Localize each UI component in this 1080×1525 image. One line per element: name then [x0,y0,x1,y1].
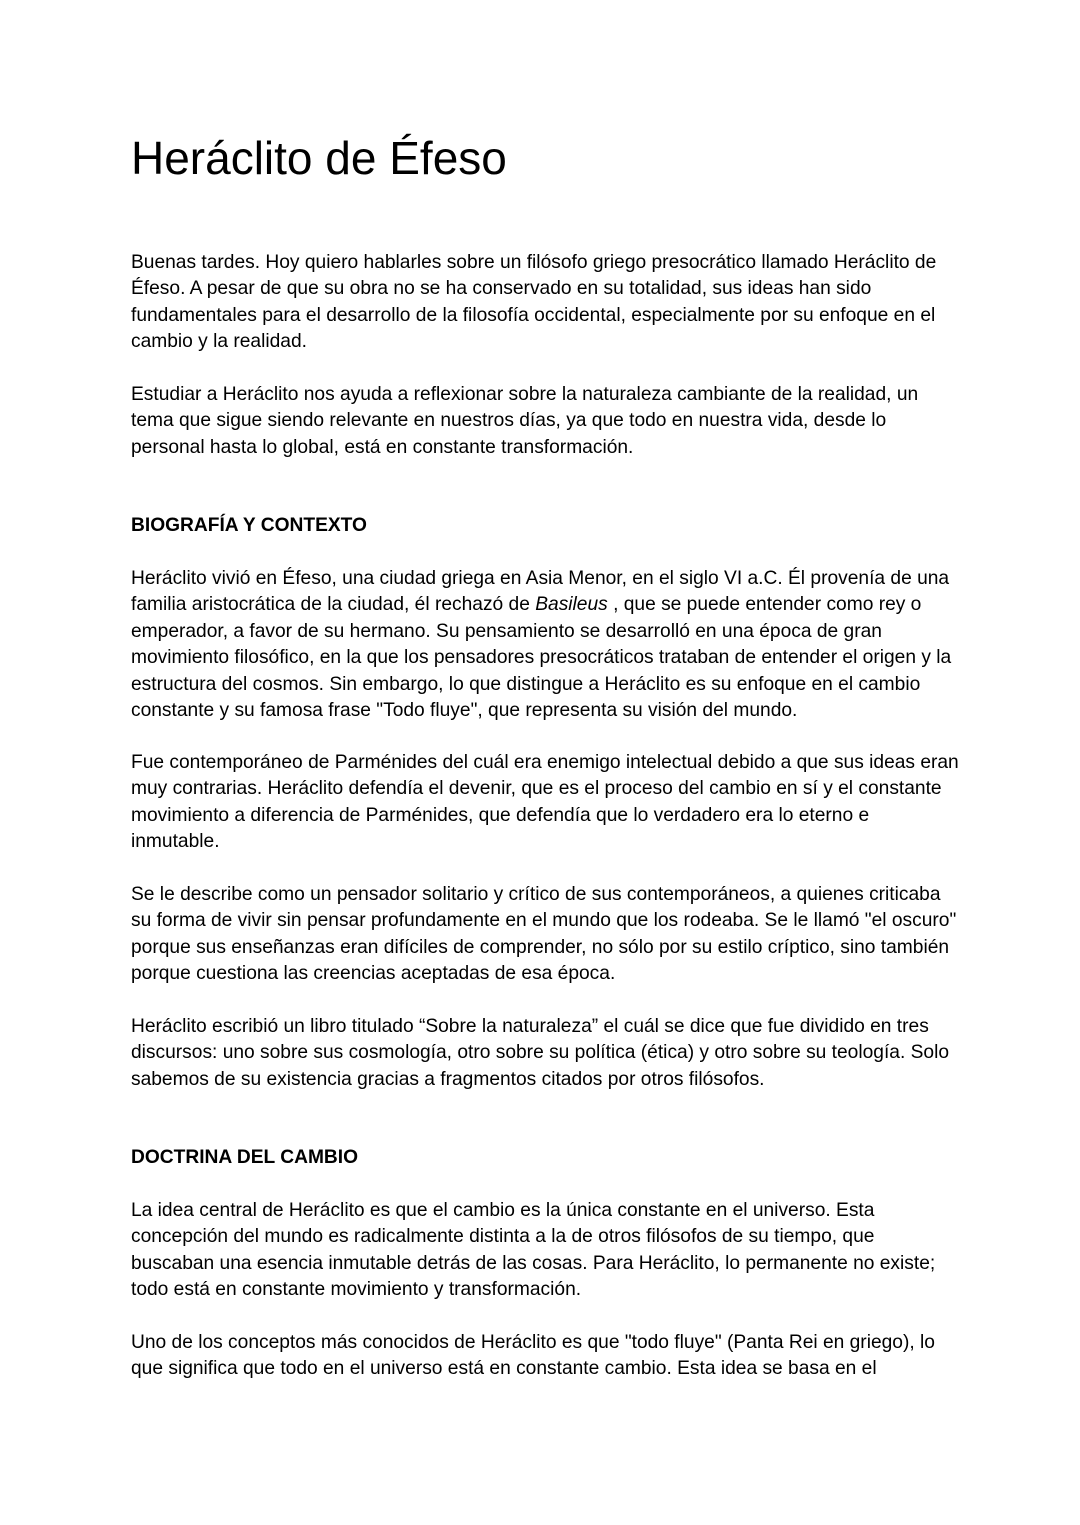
biografia-paragraph-1 [131,566,961,724]
intro-paragraph-2: Estudiar a Heráclito nos ayuda a reflexionar sobre la naturaleza cambiante de la realidad, un tema que sigue siendo relevante en nuestros días, ya que todo en nuestra vida, desde lo personal hasta lo global, está en constante transformación. [131,384,919,458]
doctrina-paragraph-2: Uno de los conceptos más conocidos de Heráclito es que "todo fluye" (Panta Rei en griego), lo que significa que todo en el universo está en constante cambio. Esta idea se basa en el [131,1332,935,1380]
section-heading-biografia: BIOGRAFÍA Y CONTEXTO [131,515,367,536]
section-heading-doctrina: DOCTRINA DEL CAMBIO [131,1147,359,1168]
doctrina-paragraph-1: La idea central de Heráclito es que el cambio es la única constante en el universo. Esta concepción del mundo es radicalmente distinta a la de otros filósofos de su tiempo, que buscaban una esencia inmutable detrás de las cosas. Para Heráclito, lo permanente no existe; todo está en constante movimiento y transformación. [131,1200,936,1301]
biografia-paragraph-3: Se le describe como un pensador solitario y crítico de sus contemporáneos, a quienes criticaba su forma de vivir sin pensar profundamente en el mundo que los rodeaba. Se le llamó "el oscuro" porque sus enseñanzas eran difíciles de comprender, no sólo por su estilo críptico, sino también porque cuestiona las creencias aceptadas de esa época. [131,884,957,985]
basileus-term: Basileus [535,594,608,616]
document-title: Heráclito de Éfeso [131,132,507,184]
biografia-paragraph-4: Heráclito escribió un libro titulado “Sobre la naturaleza” el cuál se dice que fue dividido en tres discursos: uno sobre sus cosmología, otro sobre su política (ética) y otro sobre su teología. Solo sabemos de su existencia gracias a fragmentos citados por otros filósofos. [131,1016,950,1090]
biografia-paragraph-2: Fue contemporáneo de Parménides del cuál era enemigo intelectual debido a que sus ideas eran muy contrarias. Heráclito defendía el devenir, que es el proceso del cambio en sí y el constante movimiento a diferencia de Parménides, que defendía que lo verdadero era lo eterno e inmutable. [131,752,959,853]
biografia-paragraph-1-start: Heráclito vivió en Éfeso, una ciudad griega en Asia Menor, en el siglo VI a.C. Él provenía de una familia aristocrática de la ciudad, él rechazó de [131,568,950,616]
biografia-paragraph-1-end: , que se puede entender como rey o emperador, a favor de su hermano. Su pensamiento se desarrolló en una época de gran movimiento filosófico, en la que los pensadores presocráticos trataban de entender el origen y la estructura del cosmos. Sin embargo, lo que distingue a Heráclito es su enfoque en el cambio constante y su famosa frase "Todo fluye", que representa su visión del mundo. [131,594,952,722]
intro-paragraph-1: Buenas tardes. Hoy quiero hablarles sobre un filósofo griego presocrático llamado Heráclito de Éfeso. A pesar de que su obra no se ha conservado en su totalidad, sus ideas han sido fundamentales para el desarrollo de la filosofía occidental, especialmente por su enfoque en el cambio y la realidad. [131,252,937,353]
